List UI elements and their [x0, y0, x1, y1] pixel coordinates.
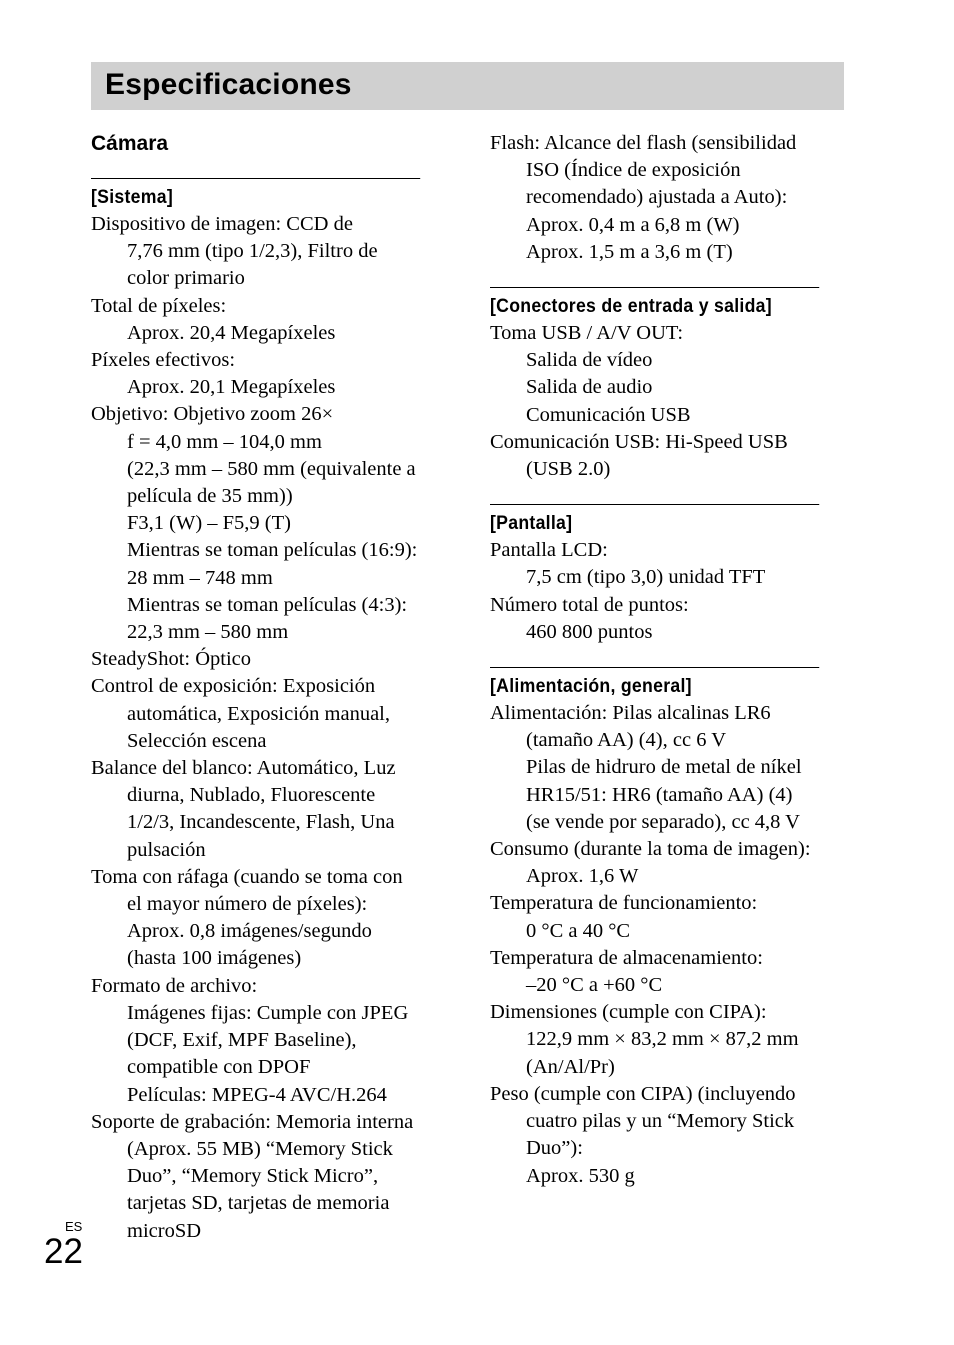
spec-line: 1/2/3, Incandescente, Flash, Una — [127, 811, 395, 834]
spec-line: color primario — [127, 267, 245, 290]
spec-line: pulsación — [127, 838, 206, 861]
group-heading-conectores: [Conectores de entrada y salida] — [490, 287, 819, 320]
spec-line: Aprox. 1,5 m a 3,6 m (T) — [526, 240, 733, 263]
spec-line: el mayor número de píxeles): — [127, 893, 368, 916]
page-number: 22 — [44, 1232, 83, 1271]
spec-line: Píxeles efectivos: — [91, 349, 236, 372]
spec-line: Total de píxeles: — [91, 294, 227, 317]
spec-line: microSD — [127, 1219, 202, 1242]
spacer — [490, 266, 844, 287]
spacer — [490, 646, 844, 667]
spec-line: Balance del blanco: Automático, Luz — [91, 757, 396, 780]
spec-line: Control de exposición: Exposición — [91, 675, 376, 698]
spec-line: recomendado) ajustada a Auto): — [526, 186, 788, 209]
spec-line: Consumo (durante la toma de imagen): — [490, 838, 811, 861]
spec-line: Películas: MPEG-4 AVC/H.264 — [127, 1083, 387, 1106]
page-language: ES — [65, 1219, 83, 1234]
spec-line: Temperatura de funcionamiento: — [490, 892, 758, 915]
group-heading-sistema: [Sistema] — [91, 178, 420, 211]
spec-list-sistema — [91, 211, 445, 1245]
spec-line: (An/Al/Pr) — [526, 1055, 615, 1078]
spec-line: compatible con DPOF — [127, 1056, 311, 1079]
spec-line: Alimentación: Pilas alcalinas LR6 — [490, 702, 771, 725]
spec-line: Duo”, “Memory Stick Micro”, — [127, 1165, 379, 1188]
spec-line: Pilas de hidruro de metal de níkel — [526, 756, 802, 779]
spec-line: (Aprox. 55 MB) “Memory Stick — [127, 1137, 393, 1160]
spec-line: Aprox. 20,1 Megapíxeles — [127, 376, 336, 399]
spec-line: Aprox. 1,6 W — [526, 865, 639, 888]
spec-line: diurna, Nublado, Fluorescente — [127, 784, 376, 807]
spec-line: –20 °C a +60 °C — [526, 974, 663, 997]
title-bar — [91, 62, 844, 110]
spec-line: Toma con ráfaga (cuando se toma con — [91, 865, 403, 888]
spec-list-conectores — [490, 320, 844, 483]
spec-line: Salida de vídeo — [526, 349, 653, 372]
spec-list-alimentacion — [490, 700, 844, 1190]
spec-line: ISO (Índice de exposición — [526, 159, 741, 182]
right-column — [490, 130, 844, 1190]
page-title: Especificaciones — [105, 68, 352, 101]
spec-line: Imágenes fijas: Cumple con JPEG — [127, 1001, 409, 1024]
spec-line: (22,3 mm – 580 mm (equivalente a — [127, 457, 416, 480]
spec-line: tarjetas SD, tarjetas de memoria — [127, 1192, 390, 1215]
spec-line: Formato de archivo: — [91, 974, 258, 997]
spec-line: Selección escena — [127, 729, 267, 752]
spec-line: Aprox. 0,4 m a 6,8 m (W) — [526, 213, 740, 236]
spec-line: Comunicación USB: Hi-Speed USB — [490, 430, 788, 453]
spec-line: Dispositivo de imagen: CCD de — [91, 213, 353, 235]
spec-list-flash — [490, 130, 844, 266]
group-heading-pantalla: [Pantalla] — [490, 504, 819, 537]
spec-line: Salida de audio — [526, 376, 653, 399]
spec-line: 28 mm – 748 mm — [127, 566, 273, 589]
spec-line: (tamaño AA) (4), cc 6 V — [526, 729, 727, 752]
spec-line: (DCF, Exif, MPF Baseline), — [127, 1029, 357, 1052]
left-column — [91, 130, 445, 1245]
group-heading-alimentacion: [Alimentación, general] — [490, 667, 819, 700]
spacer — [490, 483, 844, 504]
spec-line: SteadyShot: Óptico — [91, 648, 252, 671]
spec-line: Mientras se toman películas (16:9): — [127, 539, 418, 562]
spec-line: 460 800 puntos — [526, 620, 653, 643]
spec-line: cuatro pilas y un “Memory Stick — [526, 1110, 795, 1133]
spec-line: Dimensiones (cumple con CIPA): — [490, 1001, 767, 1024]
spec-line: Aprox. 0,8 imágenes/segundo — [127, 920, 372, 943]
spec-line: 0 °C a 40 °C — [526, 919, 631, 942]
spec-line: Toma USB / A/V OUT: — [490, 322, 684, 345]
spec-line: Flash: Alcance del flash (sensibilidad — [490, 132, 797, 154]
spec-line: 22,3 mm – 580 mm — [127, 621, 289, 644]
spec-line: Comunicación USB — [526, 403, 691, 426]
spec-line: Mientras se toman películas (4:3): — [127, 593, 408, 616]
spec-line: (USB 2.0) — [526, 458, 611, 481]
spec-line: Duo”): — [526, 1137, 583, 1160]
spec-line: película de 35 mm)) — [127, 485, 293, 508]
spec-line: (se vende por separado), cc 4,8 V — [526, 810, 800, 833]
spec-line: HR15/51: HR6 (tamaño AA) (4) — [526, 783, 793, 806]
spec-line: Pantalla LCD: — [490, 539, 608, 562]
spec-line: Temperatura de almacenamiento: — [490, 946, 763, 969]
spec-line: Aprox. 20,4 Megapíxeles — [127, 321, 336, 344]
spec-line: f = 4,0 mm – 104,0 mm — [127, 430, 322, 453]
spec-list-pantalla — [490, 537, 844, 646]
spec-line: Soporte de grabación: Memoria interna — [91, 1110, 414, 1133]
spec-line: 7,5 cm (tipo 3,0) unidad TFT — [526, 566, 766, 589]
spec-line: Aprox. 530 g — [526, 1164, 635, 1187]
spec-line: 122,9 mm × 83,2 mm × 87,2 mm — [526, 1028, 799, 1051]
section-heading: Cámara — [91, 132, 169, 155]
spec-line: Número total de puntos: — [490, 593, 689, 616]
spec-line: Objetivo: Objetivo zoom 26× — [91, 403, 334, 426]
spec-line: 7,76 mm (tipo 1/2,3), Filtro de — [127, 240, 378, 263]
spec-line: F3,1 (W) – F5,9 (T) — [127, 512, 291, 535]
spec-line: automática, Exposición manual, — [127, 702, 391, 725]
spec-line: Peso (cumple con CIPA) (incluyendo — [490, 1082, 796, 1105]
spec-line: (hasta 100 imágenes) — [127, 947, 302, 970]
